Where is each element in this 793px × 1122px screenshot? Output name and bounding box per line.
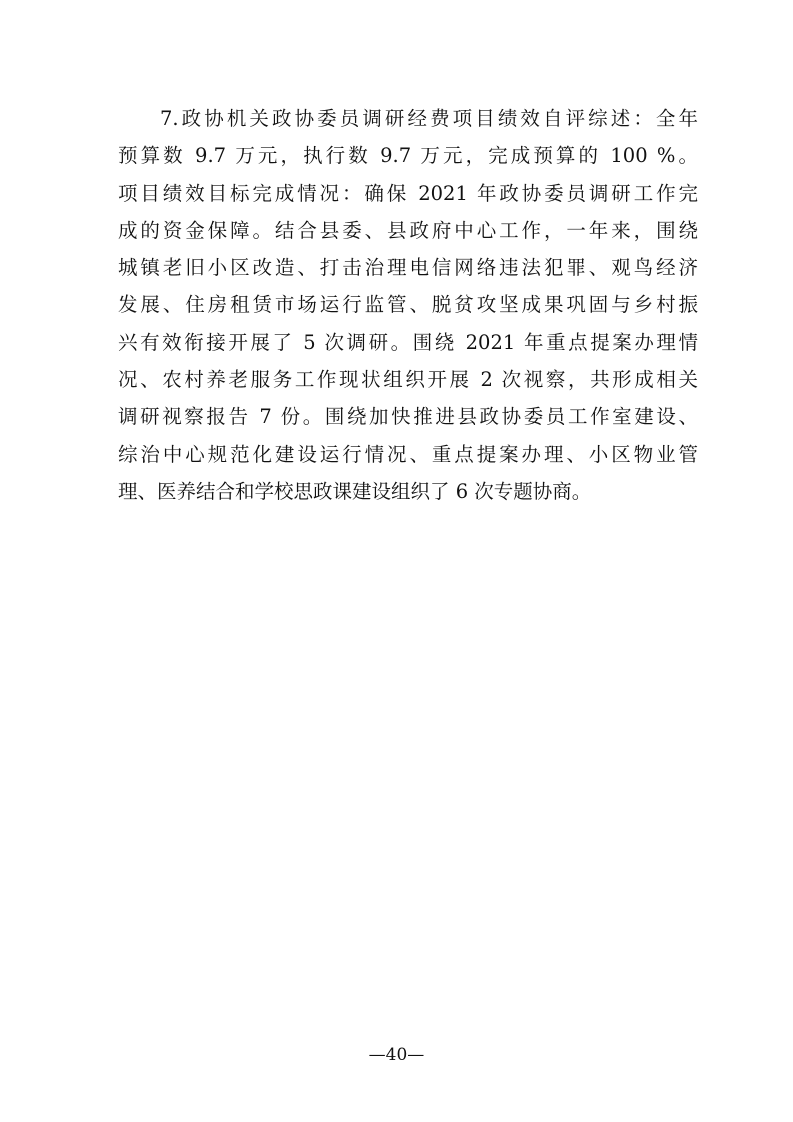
page-number: —40— <box>368 1045 425 1065</box>
body-paragraph <box>118 100 698 510</box>
paragraph-line: 城镇老旧小区改造、打击治理电信网络违法犯罪、观鸟经济 <box>118 256 698 280</box>
paragraph-line: 7.政协机关政协委员调研经费项目绩效自评综述：全年 <box>160 107 698 130</box>
paragraph-line: 况、农村养老服务工作现状组织开展 2 次视察，共形成相关 <box>118 368 698 392</box>
paragraph-line: 综治中心规范化建设运行情况、重点提案办理、小区物业管 <box>118 442 698 466</box>
paragraph-line: 预算数 9.7 万元，执行数 9.7 万元，完成预算的 100 %。 <box>118 144 698 168</box>
paragraph-line: 项目绩效目标完成情况：确保 2021 年政协委员调研工作完 <box>118 181 698 205</box>
paragraph-line: 理、医养结合和学校思政课建设组织了 6 次专题协商。 <box>118 479 592 503</box>
paragraph-line: 成的资金保障。结合县委、县政府中心工作，一年来，围绕 <box>118 218 698 242</box>
paragraph-line: 发展、住房租赁市场运行监管、脱贫攻坚成果巩固与乡村振 <box>118 293 698 317</box>
paragraph-line: 兴有效衔接开展了 5 次调研。围绕 2021 年重点提案办理情 <box>118 330 698 354</box>
paragraph-line: 调研视察报告 7 份。围绕加快推进县政协委员工作室建设、 <box>118 405 698 429</box>
